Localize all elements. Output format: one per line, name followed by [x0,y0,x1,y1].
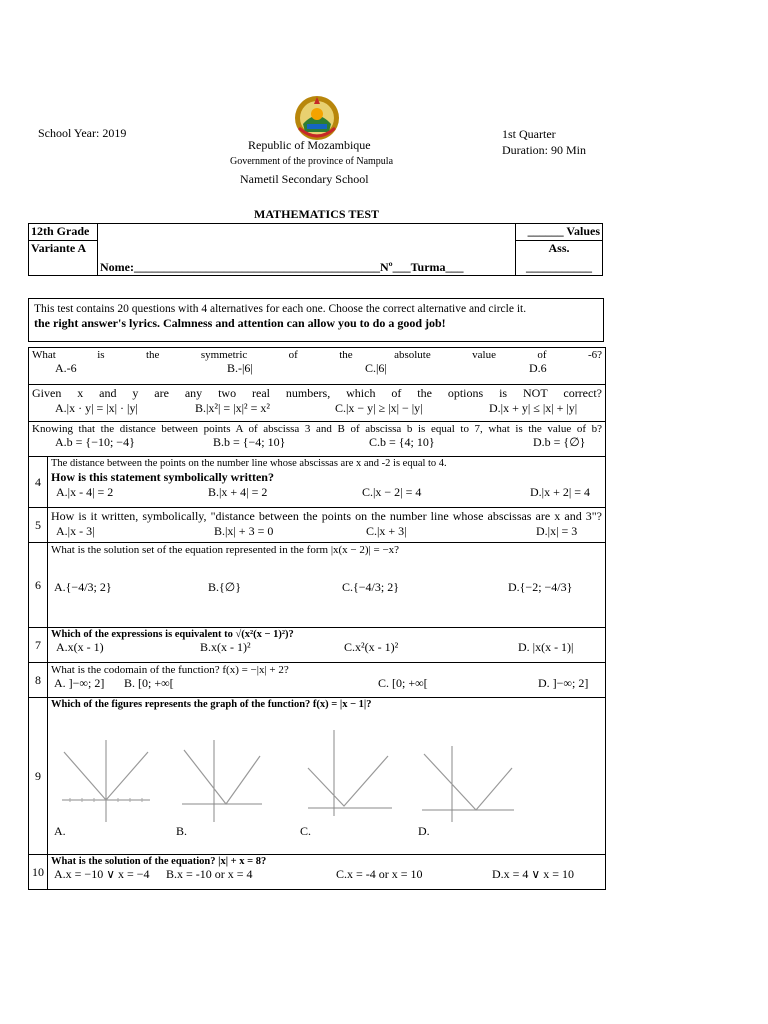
option-d[interactable]: D.x = 4 ∨ x = 10 [492,867,574,881]
option-b[interactable]: B.b = {−4; 10} [213,435,286,449]
question-text: The distance between the points on the number line whose abscissas are x and -2 is equal to 4. [51,458,447,469]
question-number: 4 [29,457,48,508]
graph-option-d[interactable] [420,744,516,824]
option-b[interactable]: B.|x + 4| = 2 [208,485,268,499]
option-b[interactable]: B.x = -10 or x = 4 [166,867,253,881]
option-b[interactable]: B. [176,824,188,838]
option-d[interactable]: D.b = {∅} [533,435,586,449]
option-c[interactable]: C. [0; +∞[ [378,676,428,690]
option-c[interactable]: C.|x − 2| = 4 [362,485,422,499]
graph-option-a[interactable] [60,738,152,824]
answer-options [48,824,605,840]
question-2 [29,385,606,422]
student-info-table [28,223,603,276]
option-c[interactable]: C.x²(x - 1)² [344,640,399,654]
school-year: School Year: 2019 [38,126,127,140]
option-a[interactable]: A.-6 [55,361,77,375]
option-c[interactable]: C.|6| [365,361,387,375]
question-1 [29,348,606,385]
question-number: 9 [29,698,48,855]
republic-name: Republic of Mozambique [248,138,371,152]
question-text: Given x and y are any two real numbers, which of the options is NOT correct? [32,386,602,400]
answer-options [48,485,605,501]
option-d[interactable]: D. |x(x - 1)| [518,640,574,654]
question-text: What is the symmetric of the absolute value of -6? [32,349,602,361]
answer-options [48,867,605,883]
values-cell: ______ Values [516,224,603,241]
school-name: Nametil Secondary School [240,172,369,186]
question-5 [29,508,606,543]
question-text: What is the codomain of the function? f(x) = −|x| + 2? [51,664,289,676]
question-number: 6 [29,543,48,628]
option-d[interactable]: D.|x| = 3 [536,524,578,538]
answer-options [29,361,605,377]
answer-options [48,676,605,692]
answer-options [48,580,605,596]
question-10 [29,855,606,890]
option-c[interactable]: C.x = -4 or x = 10 [336,867,423,881]
ass-cell: Ass. ___________ [516,241,603,276]
question-text: How is it written, symbolically, "distance between the points on the number line whose abscissas are x and 3"? [51,509,602,523]
option-b[interactable]: B. [0; +∞[ [124,676,174,690]
question-6 [29,543,606,628]
question-3 [29,422,606,457]
question-4 [29,457,606,508]
option-a[interactable]: A.|x - 3| [56,524,95,538]
instructions-line-1: This test contains 20 questions with 4 alternatives for each one. Choose the correct alternative and circle it. [34,303,527,315]
question-7 [29,628,606,663]
answer-options [48,640,605,656]
graph-option-c[interactable] [304,728,394,818]
question-text-2: How is this statement symbolically written? [51,470,274,484]
answer-options [48,524,605,540]
question-number: 8 [29,663,48,698]
option-a[interactable]: A.b = {−10; −4} [55,435,135,449]
question-8 [29,663,606,698]
option-b[interactable]: B.|x| + 3 = 0 [214,524,274,538]
option-b[interactable]: B.{∅} [208,580,241,594]
variant-cell: Variante A [29,241,98,276]
option-c[interactable]: C.|x + 3| [366,524,407,538]
option-b[interactable]: B.x(x - 1)² [200,640,251,654]
question-number: 7 [29,628,48,663]
option-d[interactable]: D.|x + 2| = 4 [530,485,591,499]
government-name: Government of the province of Nampula [230,156,394,167]
instructions-box [28,298,604,342]
answer-options [29,435,605,451]
option-c[interactable]: C.b = {4; 10} [369,435,435,449]
duration: Duration: 90 Min [502,143,586,157]
option-d[interactable]: D.|x + y| ≤ |x| + |y| [489,401,578,415]
option-d[interactable]: D.6 [529,361,547,375]
questions-table [28,347,606,890]
option-b[interactable]: B.|x²| = |x|² = x² [195,401,270,415]
option-d[interactable]: D. ]−∞; 2] [538,676,589,690]
question-text: Knowing that the distance between points A of abscissa 3 and B of abscissa b is equal to 7, what is the value of b? [32,423,602,435]
question-9 [29,698,606,855]
option-a[interactable]: A. [54,824,66,838]
quarter: 1st Quarter [502,127,556,141]
question-text: Which of the expressions is equivalent to √(x²(x − 1)²)? [51,629,294,640]
instructions-line-2: the right answer's lyrics. Calmness and attention can allow you to do a good job! [34,316,446,330]
name-field[interactable]: Nome:_________________________________________Nº___Turma___ [98,241,516,276]
graph-option-b[interactable] [180,738,264,824]
question-text: What is the solution of the equation? |x| + x = 8? [51,856,267,867]
blank-top-cell [98,224,516,241]
test-title: MATHEMATICS TEST [254,207,380,221]
option-a[interactable]: A.x(x - 1) [56,640,104,654]
option-c[interactable]: C. [300,824,312,838]
option-a[interactable]: A.x = −10 ∨ x = −4 [54,867,150,881]
option-c[interactable]: C.{−4/3; 2} [342,580,399,594]
grade-cell: 12th Grade [29,224,98,241]
question-text: What is the solution set of the equation represented in the form |x(x − 2)| = −x? [51,544,400,556]
option-a[interactable]: A.|x · y| = |x| · |y| [55,401,138,415]
option-d[interactable]: D. [418,824,430,838]
question-number: 10 [29,855,48,890]
answer-options [29,401,605,417]
option-a[interactable]: A. ]−∞; 2] [54,676,105,690]
question-number: 5 [29,508,48,543]
option-b[interactable]: B.-|6| [227,361,253,375]
option-c[interactable]: C.|x − y| ≥ |x| − |y| [335,401,423,415]
option-a[interactable]: A.|x - 4| = 2 [56,485,114,499]
option-d[interactable]: D.{−2; −4/3} [508,580,573,594]
option-a[interactable]: A.{−4/3; 2} [54,580,112,594]
question-text: Which of the figures represents the graph of the function? f(x) = |x − 1|? [51,699,372,710]
